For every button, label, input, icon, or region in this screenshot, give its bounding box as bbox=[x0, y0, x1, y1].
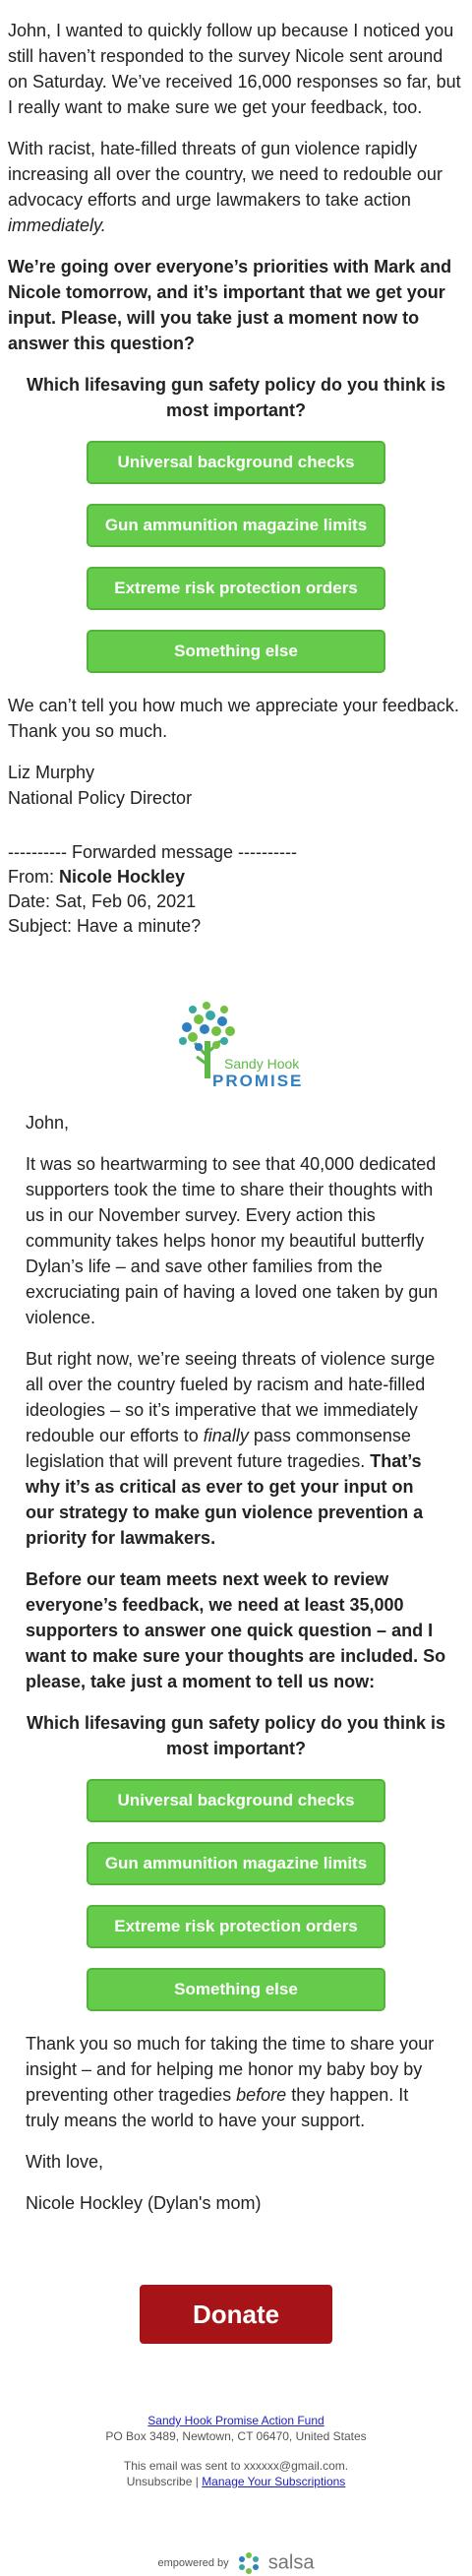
letter-paragraph-1: It was so heartwarming to see that 40,000 dedicated supporters took the time to share their thoughts with us in our November survey. Every action this community takes helps honor my beautiful butterfly Dylan’s life – and save other families from the excruciating pain of having a loved one taken by gun violence. bbox=[26, 1154, 439, 1327]
survey-question: Which lifesaving gun safety policy do you think is most important? bbox=[26, 375, 446, 420]
letter-paragraph-3: Before our team meets next week to review everyone’s feedback, we need at least 35,000 supporters to answer one quick question – and I want to make sure your thoughts are included. So please, take just a moment to tell us now: bbox=[26, 1569, 446, 1691]
option-something-else-button[interactable]: Something else bbox=[87, 630, 385, 673]
forwarded-subject: Subject: Have a minute? bbox=[8, 916, 202, 936]
option-magazine-limits-button[interactable]: Gun ammunition magazine limits bbox=[87, 504, 385, 547]
letter-option-magazine-limits-button[interactable]: Gun ammunition magazine limits bbox=[87, 1842, 385, 1885]
empowered-by-label: empowered by bbox=[157, 2557, 229, 2569]
logo-line-1: Sandy Hook bbox=[224, 1056, 300, 1072]
letter-p2-bold: That’s why it’s as critical as ever to get your input on our strategy to make gun violence prevention a priority for lawmakers. bbox=[26, 1451, 424, 1548]
salsa-brand: salsa bbox=[267, 2551, 315, 2574]
intro-paragraph-2-text: With racist, hate-filled threats of gun violence rapidly increasing all over the country, we need to redouble our advocacy efforts and urge lawmakers to take action bbox=[8, 139, 442, 210]
manage-subscriptions-link[interactable]: Manage Your Subscriptions bbox=[202, 2475, 346, 2488]
option-risk-orders-button[interactable]: Extreme risk protection orders bbox=[87, 567, 385, 610]
letter-p2-b: pass commonsense legislation that will prevent future tragedies. bbox=[26, 1426, 411, 1471]
unsubscribe-text[interactable]: Unsubscribe bbox=[126, 2475, 193, 2488]
letter-closing-emphasis: before bbox=[236, 2085, 287, 2105]
intro-paragraph-3: We’re going over everyone’s priorities with Mark and Nicole tomorrow, and it’s important that we get your input. Please, will you take just a moment now to answer this question? bbox=[8, 257, 452, 353]
footer-sent-to: This email was sent to xxxxxx@gmail.com. bbox=[123, 2459, 349, 2473]
signature bbox=[8, 760, 464, 811]
forwarded-divider: ---------- Forwarded message ---------- bbox=[8, 842, 297, 862]
letter-greeting: John, bbox=[26, 1113, 70, 1133]
letter-p2-emphasis: finally bbox=[203, 1426, 249, 1445]
salsa-logo-icon bbox=[236, 2550, 262, 2576]
forwarded-from bbox=[8, 865, 464, 889]
letter-survey-question: Which lifesaving gun safety policy do you think is most important? bbox=[26, 1713, 446, 1758]
empowered-by[interactable] bbox=[8, 2550, 464, 2576]
footer bbox=[8, 2413, 464, 2489]
logo-line-2: PROMISE bbox=[212, 1072, 304, 1090]
letter bbox=[8, 1110, 464, 2216]
intro-paragraph-1: John, I wanted to quickly follow up because I noticed you still haven’t responded to the survey Nicole sent around on Saturday. We’ve received 16,000 responses so far, but I really want to make sure we get your feedback, too. bbox=[8, 21, 461, 117]
letter-paragraph-2 bbox=[26, 1346, 446, 1551]
sandy-hook-promise-logo[interactable] bbox=[148, 998, 324, 1096]
signature-name: Liz Murphy bbox=[8, 763, 95, 782]
donate-button[interactable]: Donate bbox=[140, 2285, 332, 2344]
footer-address: PO Box 3489, Newtown, CT 06470, United States bbox=[105, 2429, 367, 2443]
from-name: Nicole Hockley bbox=[59, 867, 186, 887]
email-body bbox=[0, 18, 472, 2576]
letter-p2-a: But right now, we’re seeing threats of violence surge all over the country fueled by racism and hate-filled ideologies – so it’s imperative that we immediately redouble our efforts to bbox=[26, 1349, 436, 1445]
thanks-paragraph: We can’t tell you how much we appreciate your feedback. Thank you so much. bbox=[8, 696, 459, 741]
intro-emphasis: immediately. bbox=[8, 215, 106, 235]
letter-closing-a: Thank you so much for taking the time to share your insight – and for helping me honor my baby boy by preventing other tragedies bbox=[26, 2034, 435, 2105]
letter-option-risk-orders-button[interactable]: Extreme risk protection orders bbox=[87, 1905, 385, 1948]
from-label: From: bbox=[8, 867, 59, 887]
option-background-checks-button[interactable]: Universal background checks bbox=[87, 441, 385, 484]
intro-paragraph-2 bbox=[8, 136, 464, 238]
signature-title: National Policy Director bbox=[8, 788, 193, 808]
letter-closing bbox=[26, 2031, 446, 2133]
letter-signoff: Nicole Hockley (Dylan's mom) bbox=[26, 2193, 262, 2213]
forwarded-header bbox=[8, 840, 464, 939]
footer-links bbox=[8, 2474, 464, 2489]
letter-closing-b: they happen. It truly means the world to have your support. bbox=[26, 2085, 409, 2130]
org-link[interactable]: Sandy Hook Promise Action Fund bbox=[148, 2414, 324, 2427]
letter-option-background-checks-button[interactable]: Universal background checks bbox=[87, 1779, 385, 1822]
footer-separator: | bbox=[192, 2475, 203, 2488]
letter-love: With love, bbox=[26, 2152, 104, 2172]
letter-option-something-else-button[interactable]: Something else bbox=[87, 1968, 385, 2011]
forwarded-date: Date: Sat, Feb 06, 2021 bbox=[8, 891, 197, 911]
